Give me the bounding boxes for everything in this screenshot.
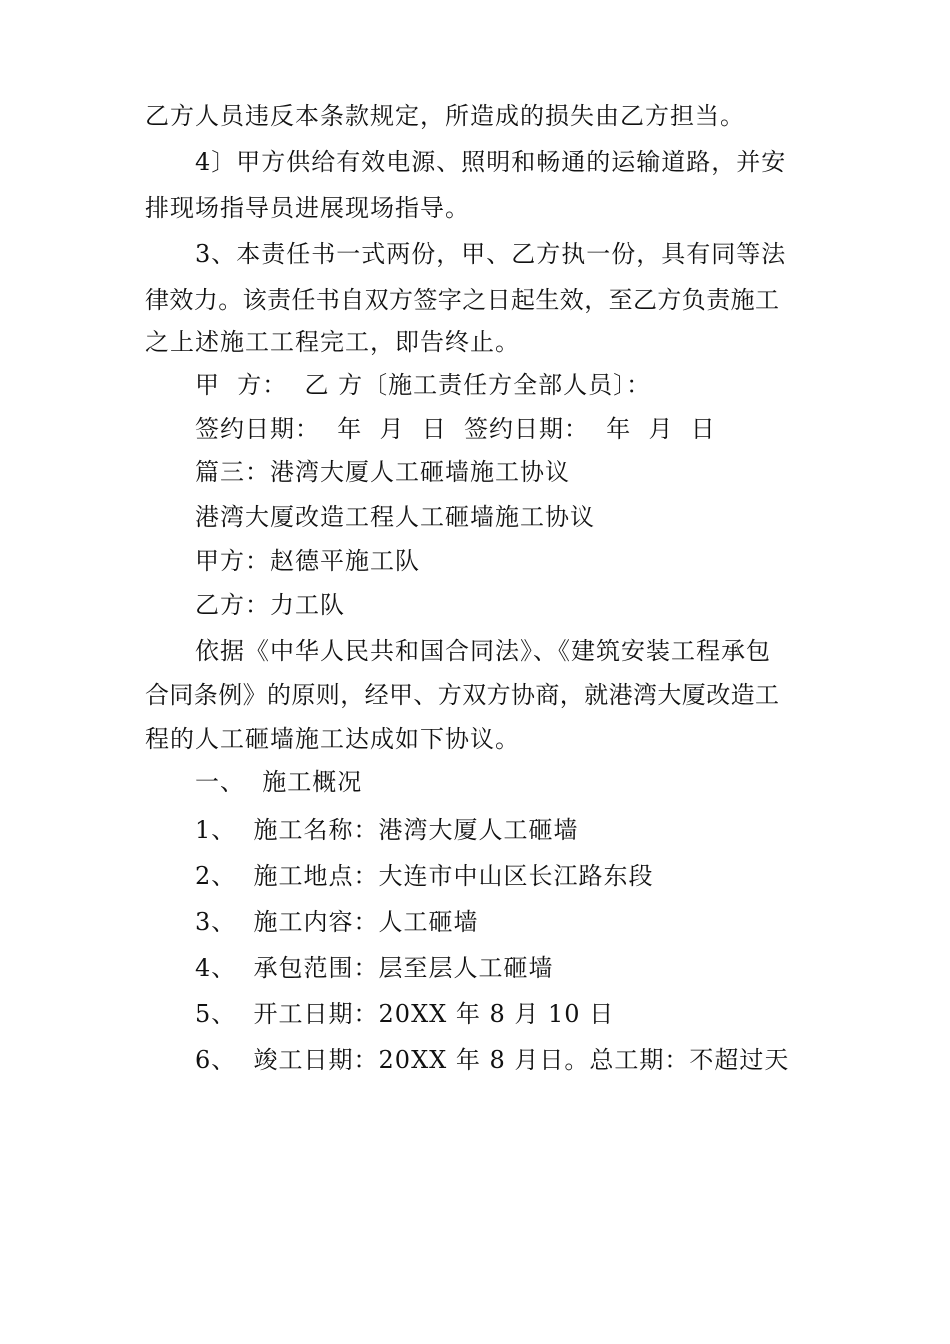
text-line-14: 合同条例》的原则，经甲、方双方协商，就港湾大厦改造工 bbox=[145, 681, 780, 709]
section-heading: 篇三：港湾大厦人工砸墙施工协议 bbox=[195, 458, 570, 486]
list-item-4: 4、 承包范围：层至层人工砸墙 bbox=[195, 954, 554, 982]
text-line-2: 4〕甲方供给有效电源、照明和畅通的运输道路，并安 bbox=[195, 148, 787, 176]
list-item-5: 5、 开工日期：20XX 年 8 月 10 日 bbox=[195, 1000, 615, 1028]
party-label-line: 甲 方： 乙 方〔施工责任方全部人员〕： bbox=[195, 371, 652, 399]
text-line-5: 律效力。该责任书自双方签字之日起生效，至乙方负责施工 bbox=[145, 286, 780, 314]
agreement-title: 港湾大厦改造工程人工砸墙施工协议 bbox=[195, 503, 595, 531]
text-line-3: 排现场指导员进展现场指导。 bbox=[145, 194, 470, 222]
text-line-13: 依据《中华人民共和国合同法》、《建筑安装工程承包 bbox=[195, 637, 771, 665]
text-line-6: 之上述施工工程完工，即告终止。 bbox=[145, 328, 520, 356]
party-b-line: 乙方：力工队 bbox=[195, 591, 345, 619]
list-item-3: 3、 施工内容：人工砸墙 bbox=[195, 908, 479, 936]
list-item-1: 1、 施工名称：港湾大厦人工砸墙 bbox=[195, 816, 579, 844]
signing-date-line: 签约日期： 年 月 日 签约日期： 年 月 日 bbox=[195, 415, 716, 443]
list-item-2: 2、 施工地点：大连市中山区长江路东段 bbox=[195, 862, 654, 890]
text-line-1: 乙方人员违反本条款规定，所造成的损失由乙方担当。 bbox=[145, 102, 745, 130]
list-item-6: 6、 竣工日期：20XX 年 8 月日。总工期：不超过天 bbox=[195, 1046, 790, 1074]
text-line-15: 程的人工砸墙施工达成如下协议。 bbox=[145, 725, 520, 753]
overview-heading: 一、 施工概况 bbox=[195, 768, 363, 796]
text-line-4: 3、本责任书一式两份，甲、乙方执一份，具有同等法 bbox=[195, 240, 787, 268]
party-a-line: 甲方：赵德平施工队 bbox=[195, 547, 420, 575]
